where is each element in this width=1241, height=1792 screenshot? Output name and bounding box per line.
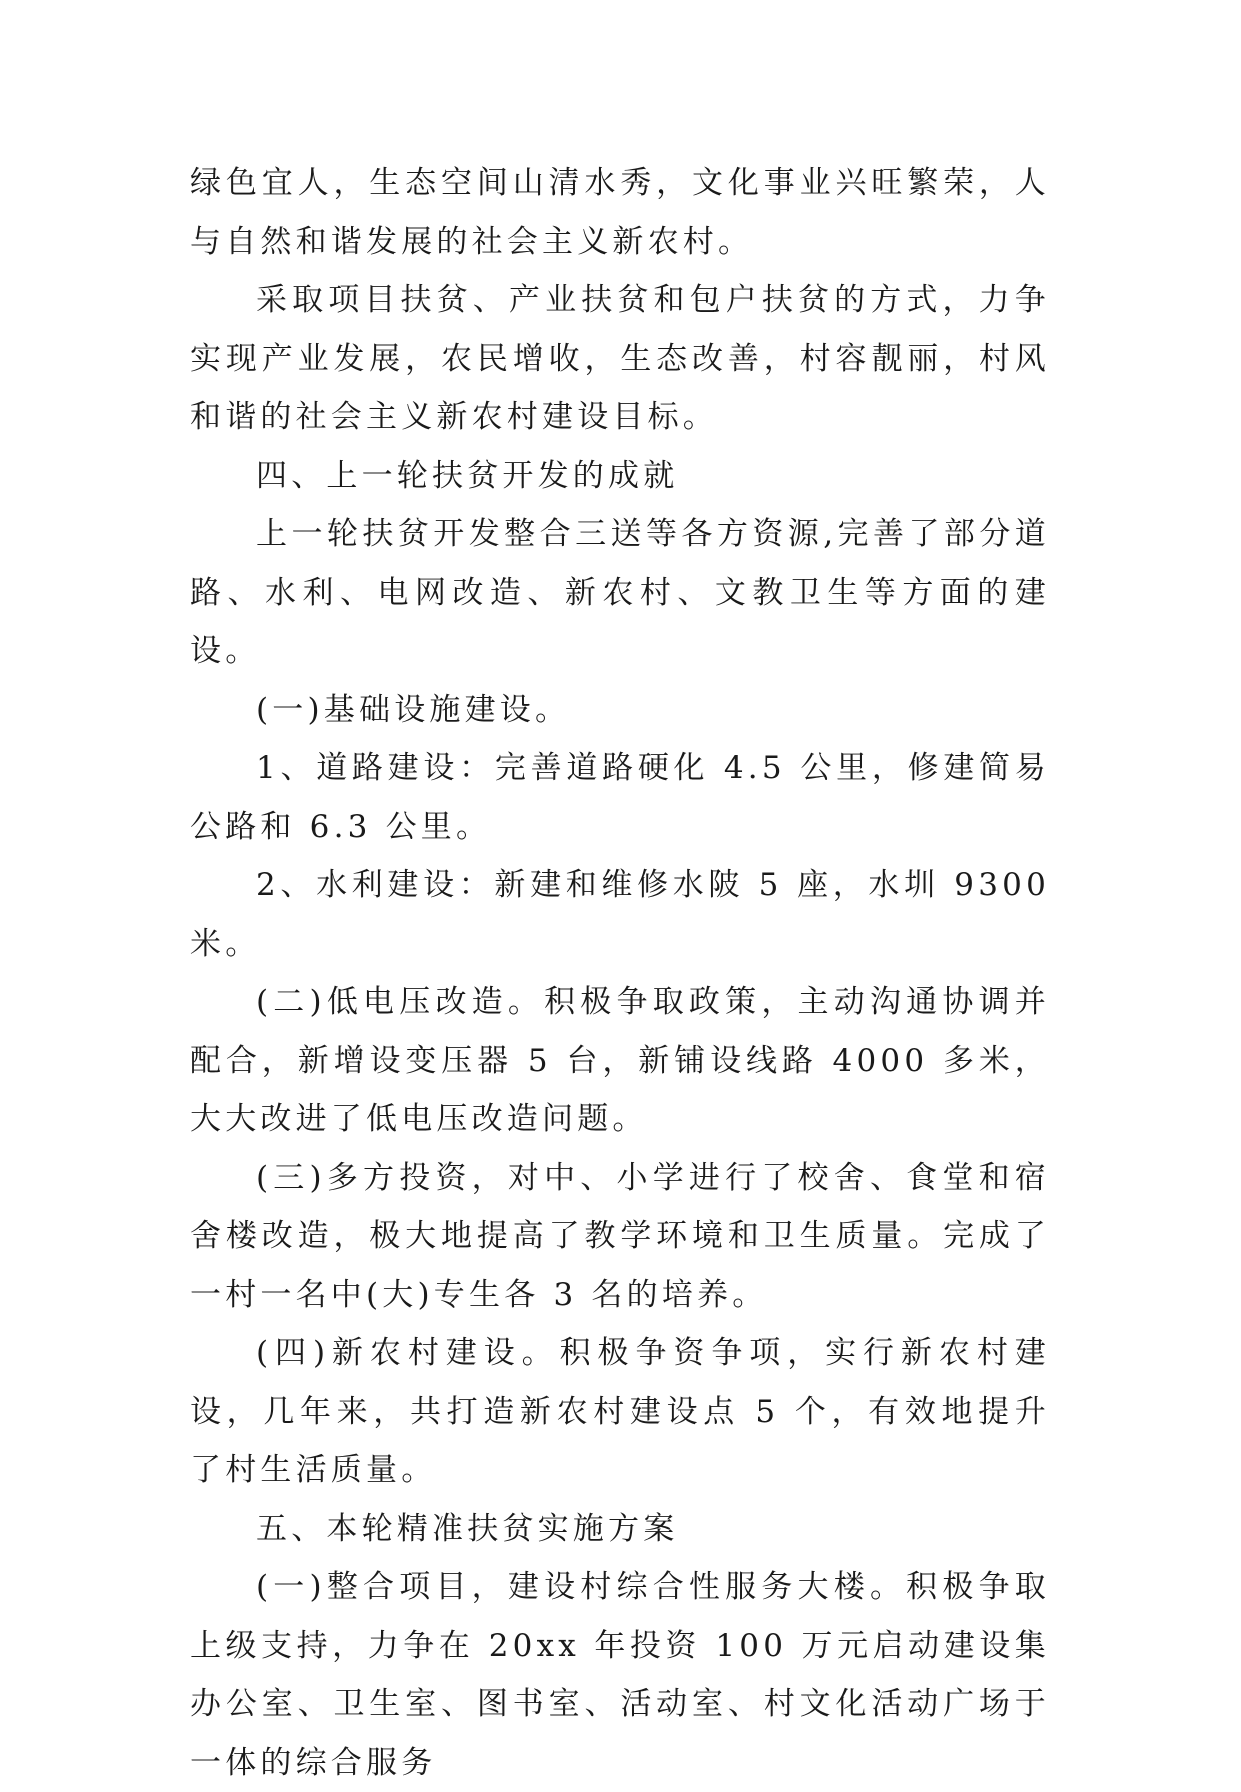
section-heading-achievements: 四、上一轮扶贫开发的成就 — [256, 457, 679, 494]
paragraph-continuation: 绿色宜人，生态空间山清水秀，文化事业兴旺繁荣，人与自然和谐发展的社会主义新农村。 — [190, 165, 1050, 260]
paragraph-achievements-summary: 上一轮扶贫开发整合三送等各方资源,完善了部分道路、水利、电网改造、新农村、文教卫生等方面的建设。 — [190, 516, 1050, 669]
subheading-infrastructure: (一)基础设施建设。 — [256, 691, 571, 728]
list-item-water: 2、水利建设：新建和维修水陂 5 座，水圳 9300 米。 — [190, 867, 1050, 962]
paragraph-new-village: (四)新农村建设。积极争资争项，实行新农村建设，几年来，共打造新农村建设点 5 个，有效地提升了村生活质量。 — [190, 1335, 1050, 1488]
document-body — [190, 154, 1050, 1792]
list-item-roads: 1、道路建设：完善道路硬化 4.5 公里，修建简易公路和 6.3 公里。 — [190, 750, 1050, 845]
section-heading-plan: 五、本轮精准扶贫实施方案 — [256, 1510, 679, 1547]
paragraph-poverty-approach: 采取项目扶贫、产业扶贫和包户扶贫的方式，力争实现产业发展，农民增收，生态改善，村容靓丽，村风和谐的社会主义新农村建设目标。 — [190, 282, 1050, 435]
paragraph-service-building: (一)整合项目，建设村综合性服务大楼。积极争取上级支持，力争在 20xx 年投资 100 万元启动建设集办公室、卫生室、图书室、活动室、村文化活动广场于一体的综合服务 — [190, 1569, 1050, 1781]
paragraph-low-voltage: (二)低电压改造。积极争取政策，主动沟通协调并配合，新增设变压器 5 台，新铺设线路 4000 多米，大大改进了低电压改造问题。 — [190, 984, 1050, 1137]
paragraph-school-investment: (三)多方投资，对中、小学进行了校舍、食堂和宿舍楼改造，极大地提高了教学环境和卫生质量。完成了一村一名中(大)专生各 3 名的培养。 — [190, 1159, 1050, 1313]
